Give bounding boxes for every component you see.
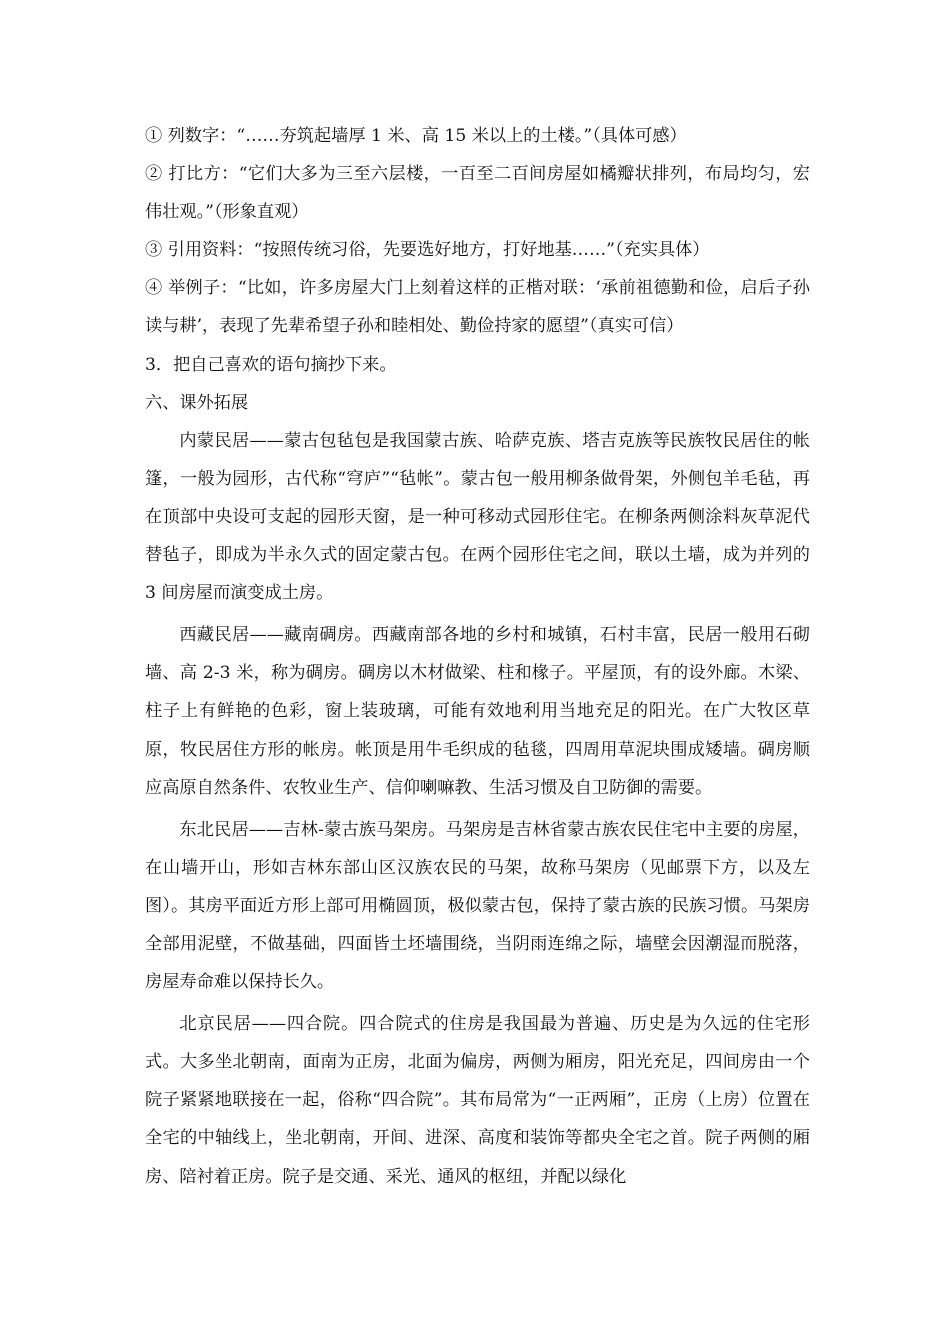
list-item-example: ④ 举例子：“比如，许多房屋大门上刻着这样的正楷对联：‘承前祖德勤和俭，启后子孙读与耕’，表现了先辈希望子孙和睦相处、勤俭持家的愿望”（真实可信）	[145, 278, 810, 337]
paragraph-beijing: 北京民居——四合院。四合院式的住房是我国最为普遍、历史是为久远的住宅形式。大多坐北朝南，面南为正房，北面为偏房，两侧为厢房，阳光充足，四间房由一个院子紧紧地联接在一起，俗称“四合院”。其布局常为“一正两厢”，正房（上房）位置在全宅的中轴线上，坐北朝南，开间、进深、高度和装饰等都央全宅之首。院子两侧的厢房、陪衬着正房。院子是交通、采光、通风的枢纽，并配以绿化	[145, 1014, 810, 1187]
paragraph-northeast: 东北民居——吉林-蒙古族马架房。马架房是吉林省蒙古族农民住宅中主要的房屋，在山墙开山，形如吉林东部山区汉族农民的马架，故称马架房（见邮票下方，以及左图）。其房平面近方形上部可用椭圆顶，极似蒙古包，保持了蒙古族的民族习惯。马架房全部用泥壁，不做基础，四面皆土坯墙围绕，当阴雨连绵之际，墙壁会因潮湿而脱落，房屋寿命难以保持长久。	[145, 819, 810, 993]
paragraph-tibet: 西藏民居——藏南碉房。西藏南部各地的乡村和城镇，石村丰富，民居一般用石砌墙、高 2-3 米，称为碉房。碉房以木材做梁、柱和椽子。平屋顶，有的设外廊。木梁、柱子上有鲜艳的色彩，窗上装玻璃，可能有效地利用当地充足的阳光。在广大牧区草原，牧民居住方形的帐房。帐顶是用牛毛织成的毡毯，四周用草泥块围成矮墙。碉房顺应高原自然条件、农牧业生产、信仰喇嘛教、生活习惯及自卫防御的需要。	[145, 625, 810, 798]
task-3: 3．把自己喜欢的语句摘抄下来。	[145, 354, 397, 375]
paragraph-inner-mongolia: 内蒙民居——蒙古包毡包是我国蒙古族、哈萨克族、塔吉克族等民族牧民居住的帐篷，一般为园形，古代称“穹庐”“毡帐”。蒙古包一般用柳条做骨架，外侧包羊毛毡，再在顶部中央设可支起的园形天窗，是一种可移动式园形住宅。在柳条两侧涂料灰草泥代替毡子，即成为半永久式的固定蒙古包。在两个园形住宅之间，联以土墙，成为并列的 3 间房屋而演变成土房。	[145, 430, 810, 604]
list-item-numbers: ① 列数字：“……夯筑起墙厚 1 米、高 15 米以上的土楼。”（具体可感）	[145, 126, 687, 146]
document-page	[145, 117, 810, 1196]
list-item-quotation: ③ 引用资料：“按照传统习俗，先要选好地方，打好地基……”（充实具体）	[145, 240, 710, 261]
section-heading: 六、课外拓展	[145, 392, 249, 413]
list-item-metaphor: ② 打比方：“它们大多为三至六层楼，一百至二百间房屋如橘瓣状排列，布局均匀，宏伟壮观。”（形象直观）	[145, 164, 810, 223]
